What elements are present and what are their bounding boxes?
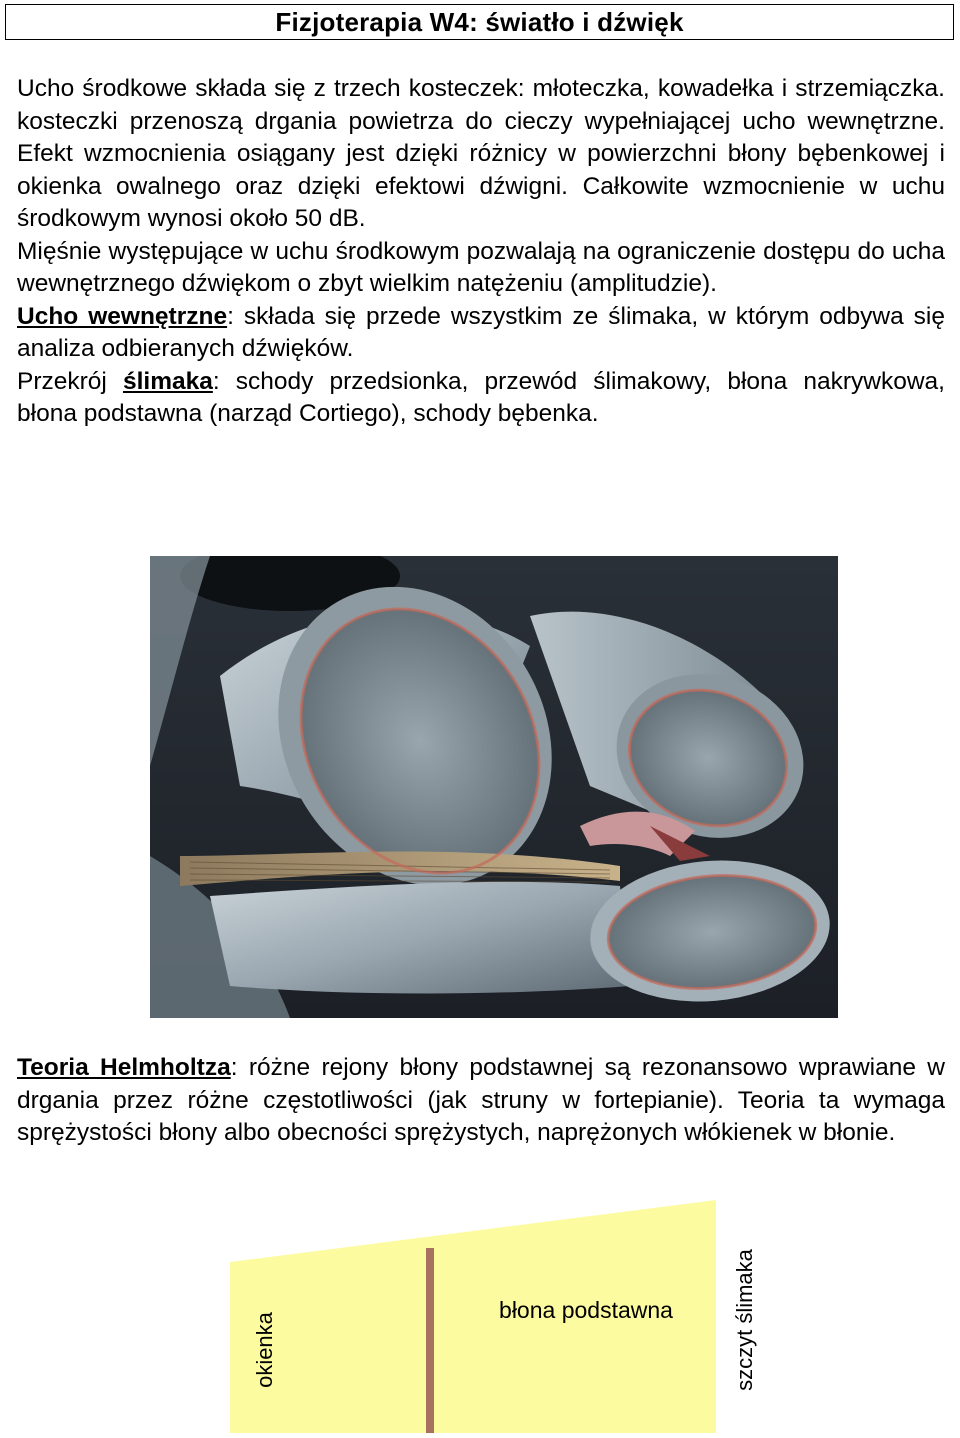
paragraph-muscles: Mięśnie występujące w uchu środkowym pozwalają na ograniczenie dostępu do ucha wewnętrznego dźwiękom o zbyt wielkim natężeniu (amplitudzie). [17,237,945,297]
label-blona-podstawna: błona podstawna [499,1297,673,1323]
cochlea-cross-section-image [150,556,838,1018]
paragraph-middle-ear: Ucho środkowe składa się z trzech kosteczek: młoteczka, kowadełka i strzemiączka. kosteczki przenoszą drgania powietrza do cieczy wypełniającej ucho wewnętrzne. Efekt wzmocnienia osiągany jest dzięki różnicy w powierzchni błony bębenkowej i okienka owalnego oraz dzięki efektowi dźwigni. Całkowite wzmocnienie w uchu środkowym wynosi około 50 dB. [17,75,945,232]
term-helmholtz: Teoria Helmholtza [17,1054,231,1081]
page-title: Fizjoterapia W4: światło i dźwięk [275,6,684,37]
basilar-membrane-diagram [230,1200,770,1433]
membrane-svg [230,1200,770,1433]
paragraph-inner-ear: Ucho wewnętrzne: składa się przede wszystkim ze ślimaka, w którym odbywa się analiza odbieranych dźwięków. [17,302,945,362]
label-okienka: okienka [252,1312,277,1388]
paragraph-helmholtz: Teoria Helmholtza: różne rejony błony podstawnej są rezonansowo wprawiane w drgania przez różne częstotliwości (jak struny w fortepianie). Teoria ta wymaga sprężystości błony albo obecności sprężystych, naprężonych włókienek w błonie. [17,1054,946,1146]
paragraph-cochlea: Przekrój ślimaka: schody przedsionka, przewód ślimakowy, błona nakrywkowa, błona podstawna (narząd Cortiego), schody bębenka. [17,367,945,427]
term-inner-ear: Ucho wewnętrzne [17,302,228,330]
section-helmholtz [17,1052,945,1150]
header-box [5,4,954,40]
label-szczyt-slimaka: szczyt ślimaka [732,1249,757,1391]
section-middle-inner-ear [17,73,945,431]
term-cochlea: ślimaka [122,367,213,395]
membrane-stripe [426,1248,434,1433]
cochlea-illustration [150,556,838,1018]
